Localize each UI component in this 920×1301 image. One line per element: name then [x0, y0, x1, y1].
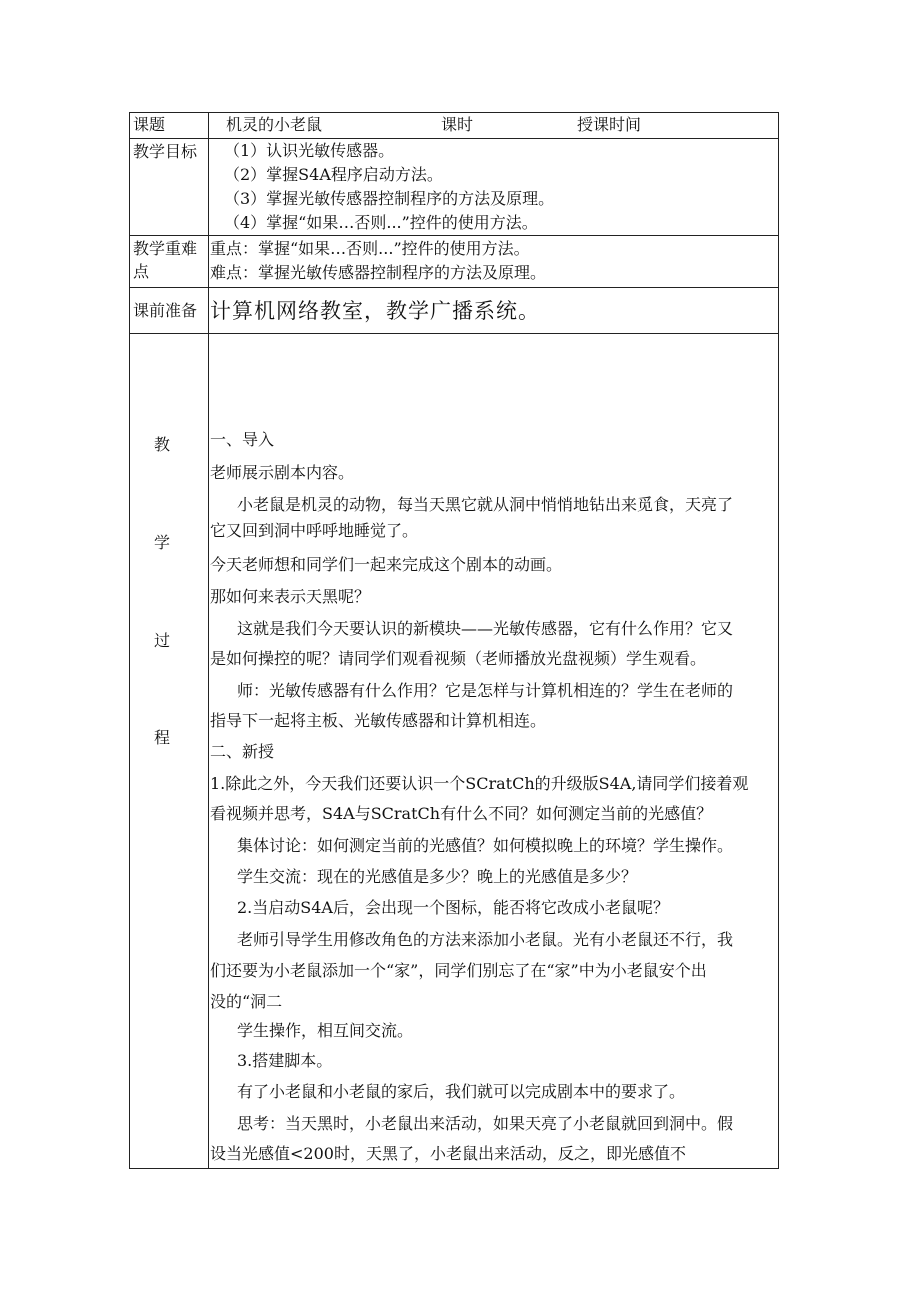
process-label-char: 程: [154, 728, 171, 747]
paragraph-line: 学生交流：现在的光感值是多少？晚上的光感值是多少？: [237, 867, 638, 886]
process-label-char: 教: [154, 435, 171, 454]
period-label: 课时: [441, 115, 474, 134]
objective-item: （2）掌握S4A程序启动方法。: [224, 165, 443, 184]
paragraph-line: 老师引导学生用修改角色的方法来添加小老鼠。光有小老鼠还不行，我: [237, 930, 734, 949]
paragraph-line: 学生操作，相互间交流。: [237, 1021, 414, 1040]
paragraph-line: 这就是我们今天要认识的新模块——光敏传感器，它有什么作用？它又: [237, 619, 734, 638]
paragraph-line: 它又回到洞中呼呼地睡觉了。: [210, 521, 419, 540]
key-points-label-line2: 点: [133, 262, 150, 281]
section-heading: 二、新授: [210, 742, 275, 761]
difficult-point: 难点：掌握光敏传感器控制程序的方法及原理。: [210, 263, 547, 282]
process-label-char: 过: [154, 631, 171, 650]
table-border-right: [778, 112, 779, 1169]
paragraph-line: 看视频并思考，S4A与SCratCh有什么不同？如何测定当前的光感值？: [210, 804, 713, 823]
paragraph-line: 师：光敏传感器有什么作用？它是怎样与计算机相连的？学生在老师的: [237, 681, 734, 700]
objective-item: （3）掌握光敏传感器控制程序的方法及原理。: [224, 189, 555, 208]
key-points-label-line1: 教学重难: [133, 239, 198, 258]
paragraph-line: 小老鼠是机灵的动物，每当天黑它就从洞中悄悄地钻出来觅食，天亮了: [237, 495, 734, 514]
process-label-char: 学: [154, 533, 171, 552]
paragraph-line: 们还要为小老鼠添加一个“家”，同学们别忘了在“家”中为小老鼠安个出: [210, 961, 707, 980]
row-divider: [129, 235, 779, 236]
paragraph-line: 老师展示剧本内容。: [210, 463, 355, 482]
paragraph-line: 有了小老鼠和小老鼠的家后，我们就可以完成剧本中的要求了。: [237, 1082, 686, 1101]
row-divider: [129, 287, 779, 288]
preparation-label: 课前准备: [133, 301, 198, 320]
objective-item: （4）掌握“如果…否则...”控件的使用方法。: [224, 213, 538, 232]
table-border-bottom: [129, 1168, 779, 1169]
row-divider: [129, 138, 779, 139]
table-border-top: [129, 112, 779, 113]
key-point: 重点：掌握“如果…否则...”控件的使用方法。: [210, 239, 530, 258]
objective-item: （1）认识光敏传感器。: [224, 141, 395, 160]
paragraph-line: 1.除此之外，今天我们还要认识一个SCratCh的升级版S4A,请同学们接着观: [210, 774, 749, 793]
preparation-content: 计算机网络教室，教学广播系统。: [210, 299, 540, 323]
paragraph-line: 设当光感值<200时，天黑了，小老鼠出来活动，反之，即光感值不: [210, 1144, 686, 1163]
paragraph-line: 指导下一起将主板、光敏传感器和计算机相连。: [210, 711, 547, 730]
column-divider: [208, 112, 209, 1169]
paragraph-line: 是如何操控的呢？请同学们观看视频（老师播放光盘视频）学生观看。: [210, 649, 707, 668]
paragraph-line: 没的“洞二: [210, 992, 283, 1011]
section-heading: 一、导入: [210, 430, 275, 449]
table-border-left: [129, 112, 130, 1169]
class-time-label: 授课时间: [577, 115, 642, 134]
paragraph-line: 3.搭建脚本。: [237, 1051, 333, 1070]
objectives-label: 教学目标: [133, 142, 198, 161]
row-divider: [129, 333, 779, 334]
lesson-title: 机灵的小老鼠: [226, 115, 323, 134]
paragraph-line: 思考：当天黑时，小老鼠出来活动，如果天亮了小老鼠就回到洞中。假: [237, 1114, 734, 1133]
paragraph-line: 那如何来表示天黑呢？: [210, 587, 371, 606]
topic-label: 课题: [133, 115, 166, 134]
paragraph-line: 集体讨论：如何测定当前的光感值？如何模拟晚上的环境？学生操作。: [237, 836, 734, 855]
paragraph-line: 今天老师想和同学们一起来完成这个剧本的动画。: [210, 555, 563, 574]
paragraph-line: 2.当启动S4A后，会出现一个图标，能否将它改成小老鼠呢？: [237, 898, 669, 917]
